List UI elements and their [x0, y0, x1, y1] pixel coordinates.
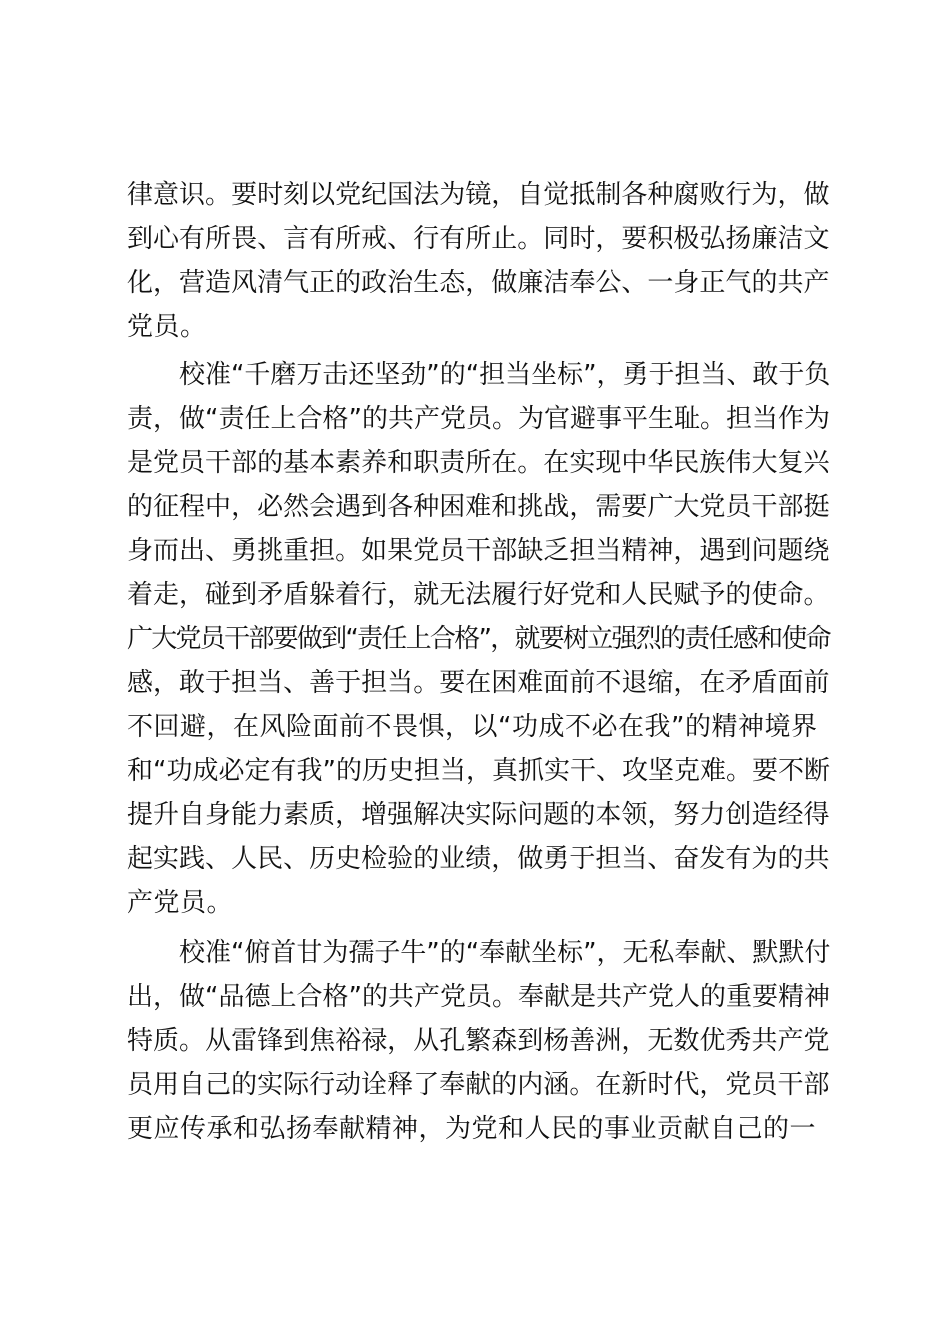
text-line: 出，做“品德上合格”的共产党员。奉献是共产党人的重要精神: [127, 982, 830, 1012]
paragraph-first-line: 校准“俯首甘为孺子牛”的“奉献坐标”，无私奉献、默默付: [179, 938, 831, 968]
text-line: 责，做“责任上合格”的共产党员。为官避事平生耻。担当作为: [127, 404, 830, 434]
text-line: 产党员。: [127, 888, 234, 918]
text-line: 员用自己的实际行动诠释了奉献的内涵。在新时代，党员干部: [127, 1070, 830, 1100]
text-line: 感，敢于担当、善于担当。要在困难面前不退缩，在矛盾面前: [127, 668, 830, 698]
text-line: 更应传承和弘扬奉献精神，为党和人民的事业贡献自己的一: [127, 1114, 817, 1144]
text-line: 提升自身能力素质，增强解决实际问题的本领，努力创造经得: [127, 800, 830, 830]
text-line: 是党员干部的基本素养和职责所在。在实现中华民族伟大复兴: [127, 448, 830, 478]
text-line: 着走，碰到矛盾躲着行，就无法履行好党和人民赋予的使命。: [127, 580, 830, 610]
text-line: 广大党员干部要做到“责任上合格”，就要树立强烈的责任感和使命: [127, 624, 830, 654]
text-line: 起实践、人民、历史检验的业绩，做勇于担当、奋发有为的共: [127, 844, 830, 874]
text-line: 到心有所畏、言有所戒、行有所止。同时，要积极弘扬廉洁文: [127, 224, 830, 254]
paragraph-first-line: 校准“千磨万击还坚劲”的“担当坐标”，勇于担当、敢于负: [179, 360, 831, 390]
text-line: 律意识。要时刻以党纪国法为镜，自觉抵制各种腐败行为，做: [127, 180, 830, 210]
text-line: 和“功成必定有我”的历史担当，真抓实干、攻坚克难。要不断: [127, 756, 830, 786]
text-line: 特质。从雷锋到焦裕禄，从孔繁森到杨善洲，无数优秀共产党: [127, 1026, 830, 1056]
text-line: 化，营造风清气正的政治生态，做廉洁奉公、一身正气的共产: [127, 268, 830, 298]
text-line: 党员。: [127, 312, 207, 342]
text-line: 的征程中，必然会遇到各种困难和挑战，需要广大党员干部挺: [127, 492, 830, 522]
text-line: 身而出、勇挑重担。如果党员干部缺乏担当精神，遇到问题绕: [127, 536, 830, 566]
text-line: 不回避，在风险面前不畏惧，以“功成不必在我”的精神境界: [127, 712, 818, 742]
